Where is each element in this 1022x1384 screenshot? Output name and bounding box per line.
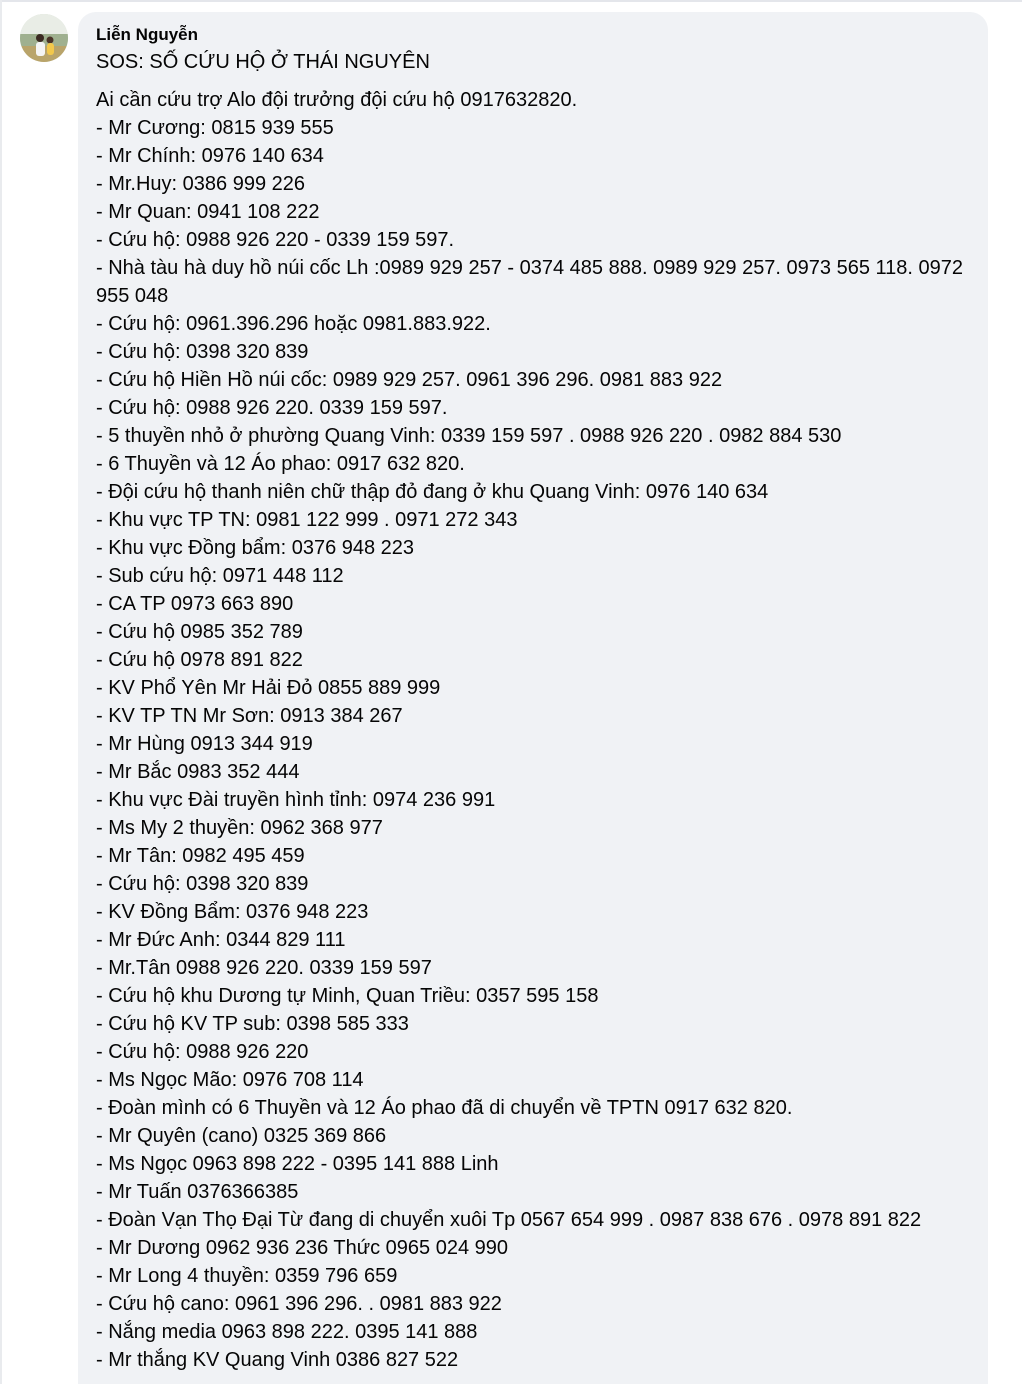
comment-line: - Nắng media 0963 898 222. 0395 141 888	[96, 1321, 478, 1343]
comment-line: - 5 thuyền nhỏ ở phường Quang Vinh: 0339 159 597 . 0988 926 220 . 0982 884 530	[96, 425, 842, 447]
comment-line: - Mr.Tân 0988 926 220. 0339 159 597	[96, 957, 432, 979]
comment-line: - KV Đồng Bẩm: 0376 948 223	[96, 901, 369, 923]
comment-line: - Mr Quan: 0941 108 222	[96, 201, 320, 223]
comment-line: - Cứu hộ 0978 891 822	[96, 649, 303, 671]
comment-line: - Đội cứu hộ thanh niên chữ thập đỏ đang ở khu Quang Vinh: 0976 140 634	[96, 481, 769, 503]
comment-line: - Mr Tuấn 0376366385	[96, 1181, 299, 1203]
comment-line: - Cứu hộ: 0961.396.296 hoặc 0981.883.922.	[96, 313, 491, 335]
comment-line: - Mr Chính: 0976 140 634	[96, 145, 324, 167]
comment-line: - Cứu hộ: 0988 926 220	[96, 1041, 309, 1063]
comment-line: - Cứu hộ KV TP sub: 0398 585 333	[96, 1013, 409, 1035]
comment-line: - Mr Cương: 0815 939 555	[96, 117, 334, 139]
comment-title: SOS: SỐ CỨU HỘ Ở THÁI NGUYÊN	[96, 51, 430, 73]
comment-line: - Khu vực Đài truyền hình tỉnh: 0974 236 991	[96, 789, 496, 811]
comment-line: - CA TP 0973 663 890	[96, 593, 294, 615]
comment-line: - Mr Long 4 thuyền: 0359 796 659	[96, 1265, 398, 1287]
comment-line: - Mr Quyên (cano) 0325 369 866	[96, 1125, 387, 1147]
comment-line: - Ms Ngọc 0963 898 222 - 0395 141 888 Linh	[96, 1153, 499, 1175]
comment-line: - Sub cứu hộ: 0971 448 112	[96, 565, 344, 587]
comment-line: - Cứu hộ: 0988 926 220. 0339 159 597.	[96, 397, 448, 419]
comment-line: Ai cần cứu trợ Alo đội trưởng đội cứu hộ 0917632820.	[96, 89, 578, 111]
comment-line: - Mr Dương 0962 936 236 Thức 0965 024 990	[96, 1237, 509, 1259]
comment-line: - Mr thắng KV Quang Vinh 0386 827 522	[96, 1349, 459, 1371]
comment-line: - Đoàn Vạn Thọ Đại Từ đang di chuyển xuôi Tp 0567 654 999 . 0987 838 676 . 0978 891 822	[96, 1209, 922, 1231]
comment-lines	[96, 86, 976, 1374]
comment-bubble	[78, 12, 988, 1384]
comment-line: - Cứu hộ cano: 0961 396 296. . 0981 883 922	[96, 1293, 502, 1315]
comment-line: - Nhà tàu hà duy hồ núi cốc Lh :0989 929 257 - 0374 485 888. 0989 929 257. 0973 565 118. 0972 955 048	[96, 257, 964, 307]
comment-line: - Mr Đức Anh: 0344 829 111	[96, 929, 346, 951]
comment-line: - Cứu hộ khu Dương tự Minh, Quan Triều: 0357 595 158	[96, 985, 599, 1007]
left-divider	[0, 0, 2, 1384]
comment-text	[96, 48, 976, 1374]
comment-line: - Mr Bắc 0983 352 444	[96, 761, 300, 783]
comment-line: - Khu vực Đồng bẩm: 0376 948 223	[96, 537, 415, 559]
comment-line: - Cứu hộ: 0988 926 220 - 0339 159 597.	[96, 229, 455, 251]
comment-line: - Mr Tân: 0982 495 459	[96, 845, 305, 867]
comment-line: - 6 Thuyền và 12 Áo phao: 0917 632 820.	[96, 453, 465, 475]
author-name[interactable]: Liễn Nguyễn	[96, 25, 199, 44]
comment-line: - KV TP TN Mr Sơn: 0913 384 267	[96, 705, 403, 727]
comment-line: - Cứu hộ: 0398 320 839	[96, 873, 309, 895]
comment-line: - Ms My 2 thuyền: 0962 368 977	[96, 817, 383, 839]
comment-line: - Đoàn mình có 6 Thuyền và 12 Áo phao đã di chuyển về TPTN 0917 632 820.	[96, 1097, 793, 1119]
avatar[interactable]	[20, 14, 68, 62]
comment-line: - Cứu hộ Hiền Hồ núi cốc: 0989 929 257. 0961 396 296. 0981 883 922	[96, 369, 723, 391]
comment-line: - Mr Hùng 0913 344 919	[96, 733, 313, 755]
comment-line: - Cứu hộ 0985 352 789	[96, 621, 303, 643]
comment-line: - KV Phổ Yên Mr Hải Đỏ 0855 889 999	[96, 677, 441, 699]
comment-line: - Ms Ngọc Mão: 0976 708 114	[96, 1069, 364, 1091]
avatar-photo-icon	[20, 14, 68, 62]
comment-line: - Khu vực TP TN: 0981 122 999 . 0971 272 343	[96, 509, 518, 531]
top-divider	[0, 0, 1022, 2]
comment-line: - Cứu hộ: 0398 320 839	[96, 341, 309, 363]
comment-line: - Mr.Huy: 0386 999 226	[96, 173, 306, 195]
